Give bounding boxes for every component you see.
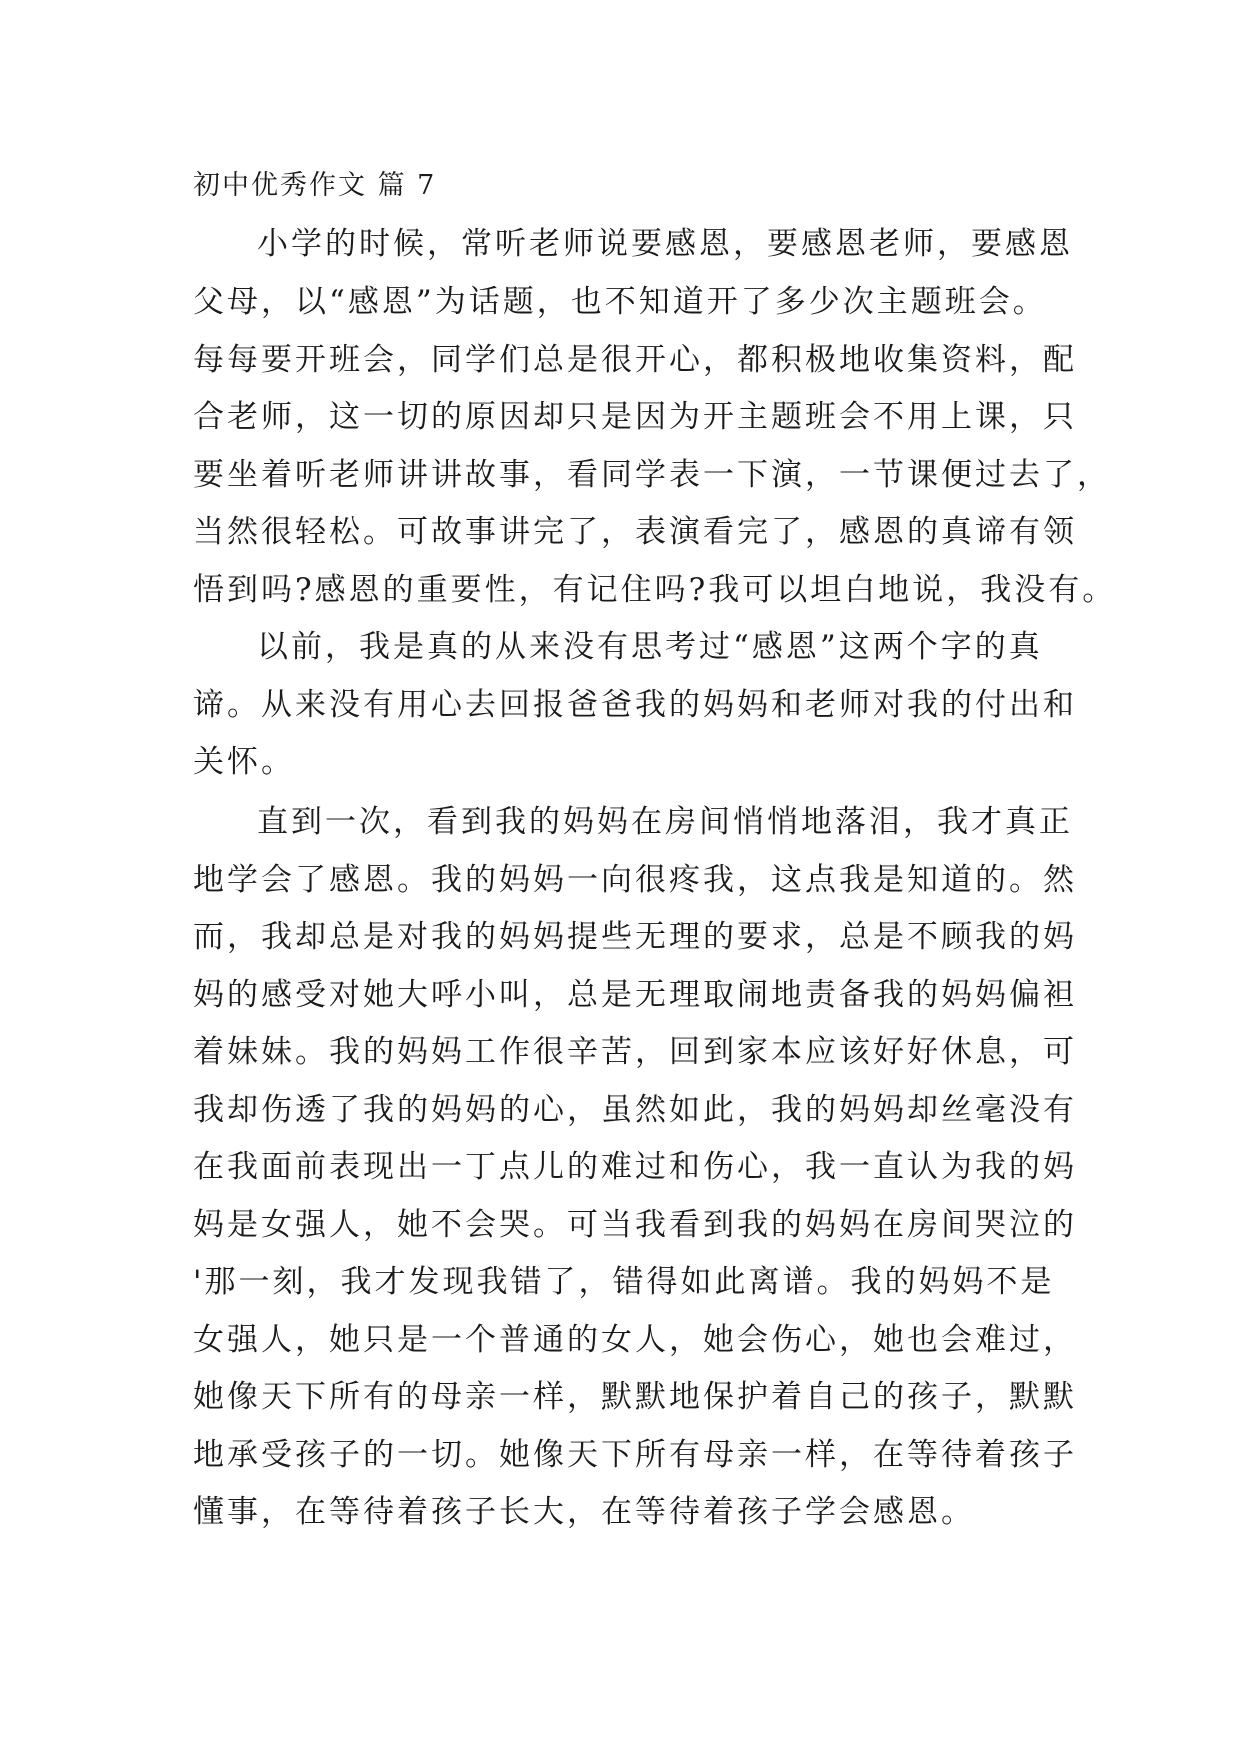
paragraph-3-line-6: 我却伤透了我的妈妈的心，虽然如此，我的妈妈却丝毫没有 [193, 1092, 1077, 1128]
paragraph-3-line-11: 她像天下所有的母亲一样，默默地保护着自己的孩子，默默 [193, 1379, 1077, 1415]
paragraph-1-line-2: 父母，以“感恩”为话题，也不知道开了多少次主题班会。 [193, 284, 1047, 320]
essay-title: 初中优秀作文 篇 7 [193, 170, 437, 201]
paragraph-1-line-1: 小学的时候，常听老师说要感恩，要感恩老师，要感恩 [257, 226, 1073, 262]
paragraph-3-line-12: 地承受孩子的一切。她像天下所有母亲一样，在等待着孩子 [193, 1437, 1077, 1473]
paragraph-1-line-6: 当然很轻松。可故事讲完了，表演看完了，感恩的真谛有领 [193, 514, 1077, 550]
paragraph-3-line-2: 地学会了感恩。我的妈妈一向很疼我，这点我是知道的。然 [193, 862, 1077, 898]
paragraph-1-line-5: 要坐着听老师讲讲故事，看同学表一下演，一节课便过去了， [193, 457, 1111, 493]
paragraph-2-line-1: 以前，我是真的从来没有思考过“感恩”这两个字的真 [257, 629, 1043, 665]
paragraph-1-line-7: 悟到吗?感恩的重要性，有记住吗?我可以坦白地说，我没有。 [193, 572, 1117, 608]
paragraph-3-line-7: 在我面前表现出一丁点儿的难过和伤心，我一直认为我的妈 [193, 1149, 1077, 1185]
paragraph-1-line-3: 每每要开班会，同学们总是很开心，都积极地收集资料，配 [193, 342, 1077, 378]
paragraph-3-line-3: 而，我却总是对我的妈妈提些无理的要求，总是不顾我的妈 [193, 919, 1077, 955]
paragraph-3-line-1: 直到一次，看到我的妈妈在房间悄悄地落泪，我才真正 [257, 804, 1073, 840]
paragraph-3-line-9: '那一刻，我才发现我错了，错得如此离谱。我的妈妈不是 [193, 1264, 1055, 1300]
paragraph-3-line-4: 妈的感受对她大呼小叫，总是无理取闹地责备我的妈妈偏袒 [193, 977, 1077, 1013]
paragraph-2-line-2: 谛。从来没有用心去回报爸爸我的妈妈和老师对我的付出和 [193, 687, 1077, 723]
paragraph-1-line-4: 合老师，这一切的原因却只是因为开主题班会不用上课，只 [193, 399, 1077, 435]
paragraph-2-line-3: 关怀。 [193, 744, 295, 780]
paragraph-3-line-13: 懂事，在等待着孩子长大，在等待着孩子学会感恩。 [193, 1494, 975, 1530]
paragraph-3-line-8: 妈是女强人，她不会哭。可当我看到我的妈妈在房间哭泣的 [193, 1207, 1077, 1243]
paragraph-3-line-5: 着妹妹。我的妈妈工作很辛苦，回到家本应该好好休息，可 [193, 1034, 1077, 1070]
paragraph-3-line-10: 女强人，她只是一个普通的女人，她会伤心，她也会难过， [193, 1322, 1077, 1358]
